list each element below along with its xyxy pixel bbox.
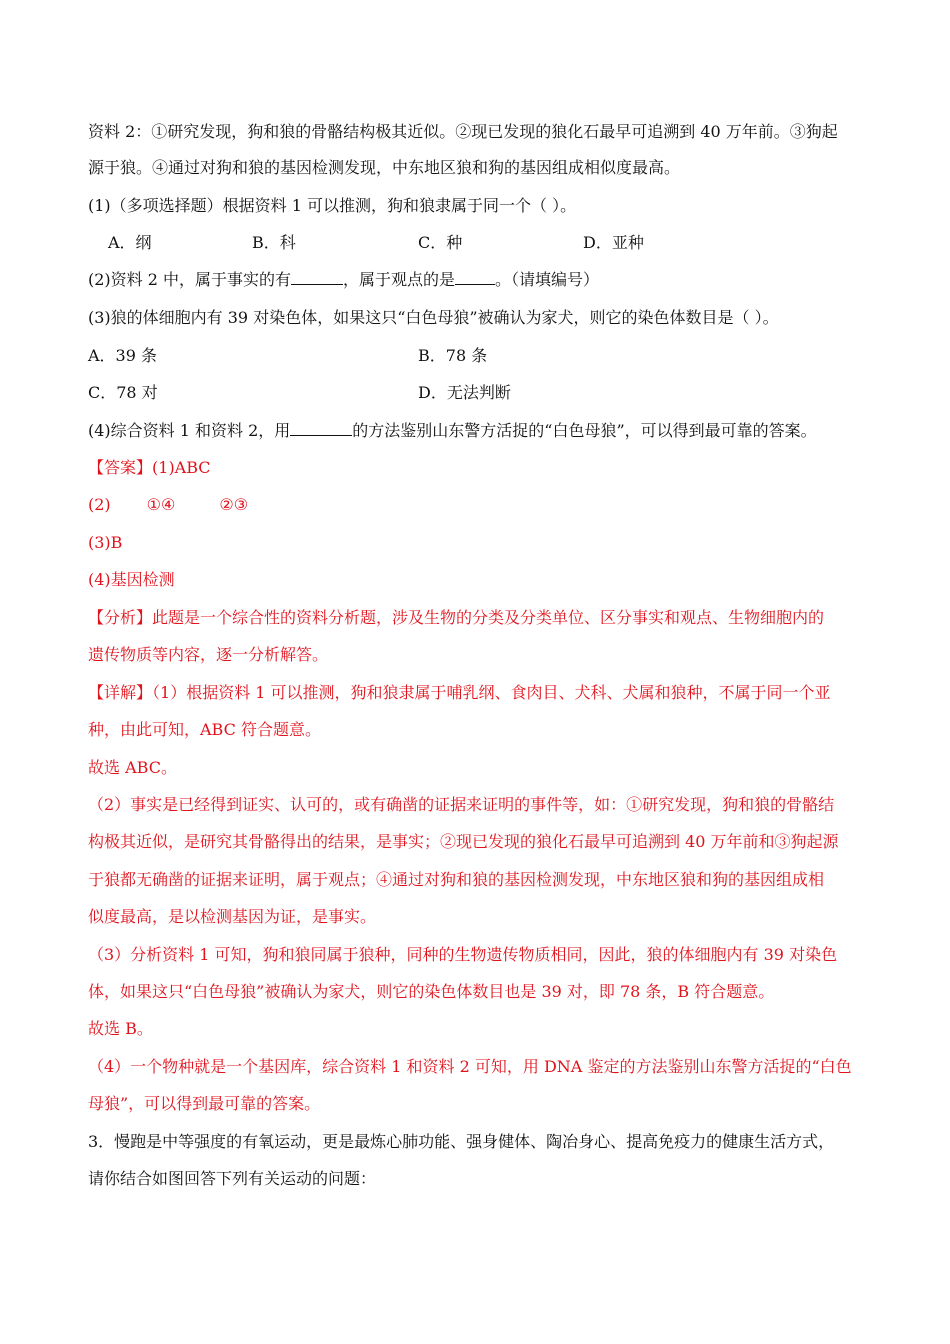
q1-option-b: B．科 [252,233,296,252]
q2-stem [88,270,599,290]
analysis-line-2: 遗传物质等内容，逐一分析解答。 [88,645,329,664]
detail-p4-line-2: 母狼”，可以得到最可靠的答案。 [88,1094,321,1113]
q2-view-blank[interactable] [455,270,495,285]
detail-p3-line-1: （3）分析资料 1 可知，狗和狼同属于狼种，同种的生物遗传物质相同，因此，狼的体细胞内有 39 对染色 [88,945,838,964]
q3-option-d: D．无法判断 [418,383,511,402]
detail-p2-line-2: 构极其近似，是研究其骨骼得出的结果，是事实；②现已发现的狼化石最早可追溯到 40 万年前和③狗起源 [88,832,839,851]
answer-4: (4)基因检测 [88,570,175,589]
detail-p1-line-1 [88,683,831,703]
detail-p2-line-4: 似度最高，是以检测基因为证，是事实。 [88,907,377,926]
material2-line1: 资料 2：①研究发现，狗和狼的骨骼结构极其近似。②现已发现的狼化石最早可追溯到 40 万年前。③狗起 [88,122,838,141]
analysis-line-1 [88,608,824,628]
question-3-line-2: 请你结合如图回答下列有关运动的问题： [88,1169,377,1188]
q3-option-c: C．78 对 [88,383,158,402]
answer-line-2 [88,495,248,515]
q2-text-1: (2)资料 2 中，属于事实的有 [88,270,292,289]
q2-text-2: ，属于观点的是 [343,270,456,289]
q3-option-a: A．39 条 [88,346,158,365]
detail-p1-line-2: 种，由此可知，ABC 符合题意。 [88,720,321,739]
q4-blank[interactable] [290,421,352,436]
detail-p1-conclusion: 故选 ABC。 [88,758,177,777]
analysis-tag: 【分析】 [88,608,153,627]
analysis-text-1: 此题是一个综合性的资料分析题，涉及生物的分类及分类单位、区分事实和观点、生物细胞内的 [152,608,825,627]
detail-p1-text-1: （1）根据资料 1 可以推测，狗和狼隶属于哺乳纲、食肉目、犬科、犬属和狼种，不属于同一个亚 [152,683,831,702]
answer-2-fact: ①④ [146,495,176,514]
answer-line-1 [88,458,211,478]
q4-stem [88,421,817,441]
q2-text-3: 。（请填编号） [495,270,600,289]
q4-text-2: 的方法鉴别山东警方活捉的“白色母狼”，可以得到最可靠的答案。 [352,421,817,440]
detail-tag: 【详解】 [88,683,153,702]
answer-tag: 【答案】 [88,458,153,477]
answer-2-view: ②③ [219,495,249,514]
q1-option-a: A．纲 [108,233,152,252]
answer-3: (3)B [88,533,123,552]
q2-fact-blank[interactable] [291,270,343,285]
q4-text-1: (4)综合资料 1 和资料 2，用 [88,421,291,440]
q1-option-d: D．亚种 [583,233,644,252]
detail-p2-line-3: 于狼都无确凿的证据来证明，属于观点；④通过对狗和狼的基因检测发现，中东地区狼和狗的基因组成相 [88,870,825,889]
answer-2-label: (2) [88,495,111,514]
q3-stem: (3)狼的体细胞内有 39 对染色体，如果这只“白色母狼”被确认为家犬，则它的染色体数目是（ ）。 [88,308,779,327]
q1-stem: (1)（多项选择题）根据资料 1 可以推测，狗和狼隶属于同一个（ ）。 [88,196,577,215]
q1-option-c: C．种 [418,233,463,252]
material2-line2: 源于狼。④通过对狗和狼的基因检测发现，中东地区狼和狗的基因组成相似度最高。 [88,158,681,177]
detail-p4-line-1: （4）一个物种就是一个基因库，综合资料 1 和资料 2 可知，用 DNA 鉴定的方法鉴别山东警方活捉的“白色 [88,1057,852,1076]
q3-option-b: B．78 条 [418,346,488,365]
answer-1: (1)ABC [152,458,211,477]
question-3-line-1: 3．慢跑是中等强度的有氧运动，更是最炼心肺功能、强身健体、陶冶身心、提高免疫力的健康生活方式， [88,1132,835,1151]
detail-p2-line-1: （2）事实是已经得到证实、认可的，或有确凿的证据来证明的事件等，如：①研究发现，狗和狼的骨骼结 [88,795,835,814]
detail-p3-line-2: 体，如果这只“白色母狼”被确认为家犬，则它的染色体数目也是 39 对，即 78 条，B 符合题意。 [88,982,775,1001]
detail-p3-conclusion: 故选 B。 [88,1019,153,1038]
